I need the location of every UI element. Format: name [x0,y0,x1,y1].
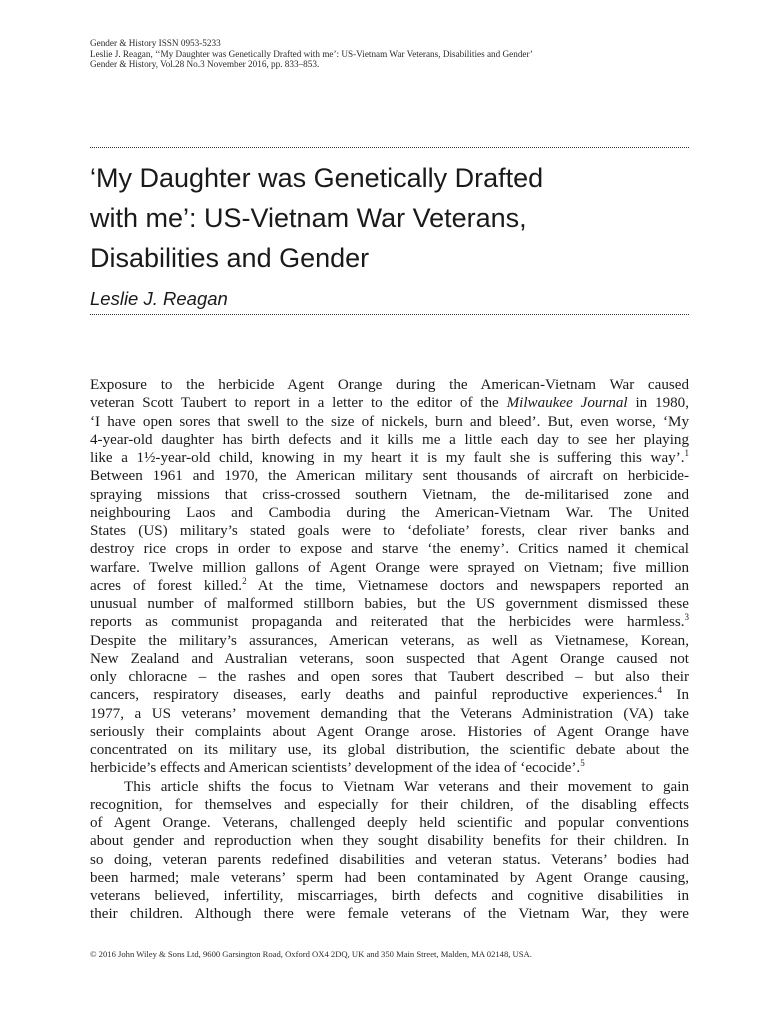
body-line: their children. Although there were female veterans of the Vietnam War, they were [90,906,689,923]
body-line: reports as communist propaganda and reiterated that the herbicides were harmless.$^3$ [90,612,689,631]
author-bottom-rule [90,314,689,315]
copyright-footer: © 2016 John Wiley & Sons Ltd, 9600 Garsington Road, Oxford OX4 2DQ, UK and 350 Main Street, Malden, MA 02148, USA. [90,949,532,959]
body-line: only chloracne – the rashes and open sores that Taubert described – but also their [90,669,689,685]
title-top-rule [90,147,689,148]
body-line: warfare. Twelve million gallons of Agent Orange were sprayed on Vietnam; five million [90,559,689,576]
journal-volume: Gender & History, Vol.28 No.3 November 2016, pp. 833–853. [90,59,320,70]
article-body [90,376,689,924]
footnote-marker: 1 [684,448,689,458]
body-line: States (US) military’s stated goals were to ‘defoliate’ forests, clear river banks and [90,523,689,539]
body-line: spraying missions that criss-crossed southern Vietnam, the de-militarised zone and [90,486,689,503]
title-line: Disabilities and Gender [90,243,370,273]
body-line: ‘I have open sores that swell to the size of nickels, burn and bleed’. But, even worse, ‘My [90,413,689,430]
title-line: with me’: US-Vietnam War Veterans, [90,203,527,233]
body-line: cancers, respiratory diseases, early deaths and painful reproductive experiences.$^4$ In [90,685,689,704]
title-line: ‘My Daughter was Genetically Drafted [90,163,544,193]
body-line: acres of forest killed.$^2$ At the time, Vietnamese doctors and newspapers reported an [90,575,690,594]
footnote-marker: 4 [657,685,662,696]
body-line: like a 1½-year-old child, knowing in my heart it is my fault she is suffering this way’.$^1$ [90,448,689,466]
body-line: recognition, for themselves and especially for their children, of the disabling effects [90,796,689,813]
body-line: veteran Scott Taubert to report in a letter to the editor of the Milwaukee Journal in 1980, [90,395,689,412]
body-line: neighbouring Laos and Cambodia during the American-Vietnam War. The United [90,504,689,521]
article-citation: Leslie J. Reagan, ‘‘My Daughter was Genetically Drafted with me’: US-Vietnam War Veterans, Disabilities and Gender’ [90,48,533,59]
journal-issn: Gender & History ISSN 0953-5233 [90,38,221,48]
body-line: veterans believed, infertility, miscarriages, birth defects and cognitive disabilities in [90,888,689,904]
body-line: Despite the military’s assurances, American veterans, as well as Vietnamese, Korean, [90,632,689,649]
body-line: Exposure to the herbicide Agent Orange during the American-Vietnam War caused [90,377,689,393]
article-title [90,158,689,278]
body-line: been harmed; male veterans’ sperm had been contaminated by Agent Orange causing, [90,869,689,886]
running-head [90,38,533,70]
footnote-marker: 2 [242,575,247,586]
body-line: unusual number of malformed stillborn babies, but the US government dismissed these [90,596,689,612]
body-line: 1977, a US veterans’ movement demanding that the Veterans Administration (VA) take [90,705,689,722]
author-name: Leslie J. Reagan [90,288,228,309]
journal-name: Milwaukee Journal [506,395,628,412]
footnote-marker: 3 [684,612,689,623]
body-line: New Zealand and Australian veterans, soon suspected that Agent Orange caused not [90,650,689,667]
body-line: so doing, veteran parents redefined disabilities and veteran status. Veterans’ bodies had [90,851,689,868]
body-line: of Agent Orange. Veterans, challenged deeply held scientific and popular conventions [90,815,689,831]
body-line: concentrated on its military use, its global distribution, the scientific debate about the [90,742,689,758]
body-line: herbicide’s effects and American scientists’ development of the idea of ‘ecocide’.$^5$ [90,758,585,777]
body-line: 4-year-old daughter has birth defects and it kills me a little each day to see her playing [90,431,689,448]
body-line: This article shifts the focus to Vietnam War veterans and their movement to gain [124,778,689,795]
body-line: about gender and reproduction when they sought disability benefits for their children. In [90,833,689,850]
body-line: seriously their complaints about Agent Orange arose. Histories of Agent Orange have [90,723,689,740]
footnote-marker: 5 [580,758,585,769]
body-line: destroy rice crops in order to expose and starve ‘the enemy’. Critics named it chemical [90,541,689,558]
body-line: Between 1961 and 1970, the American military sent thousands of aircraft on herbicide- [90,468,689,485]
